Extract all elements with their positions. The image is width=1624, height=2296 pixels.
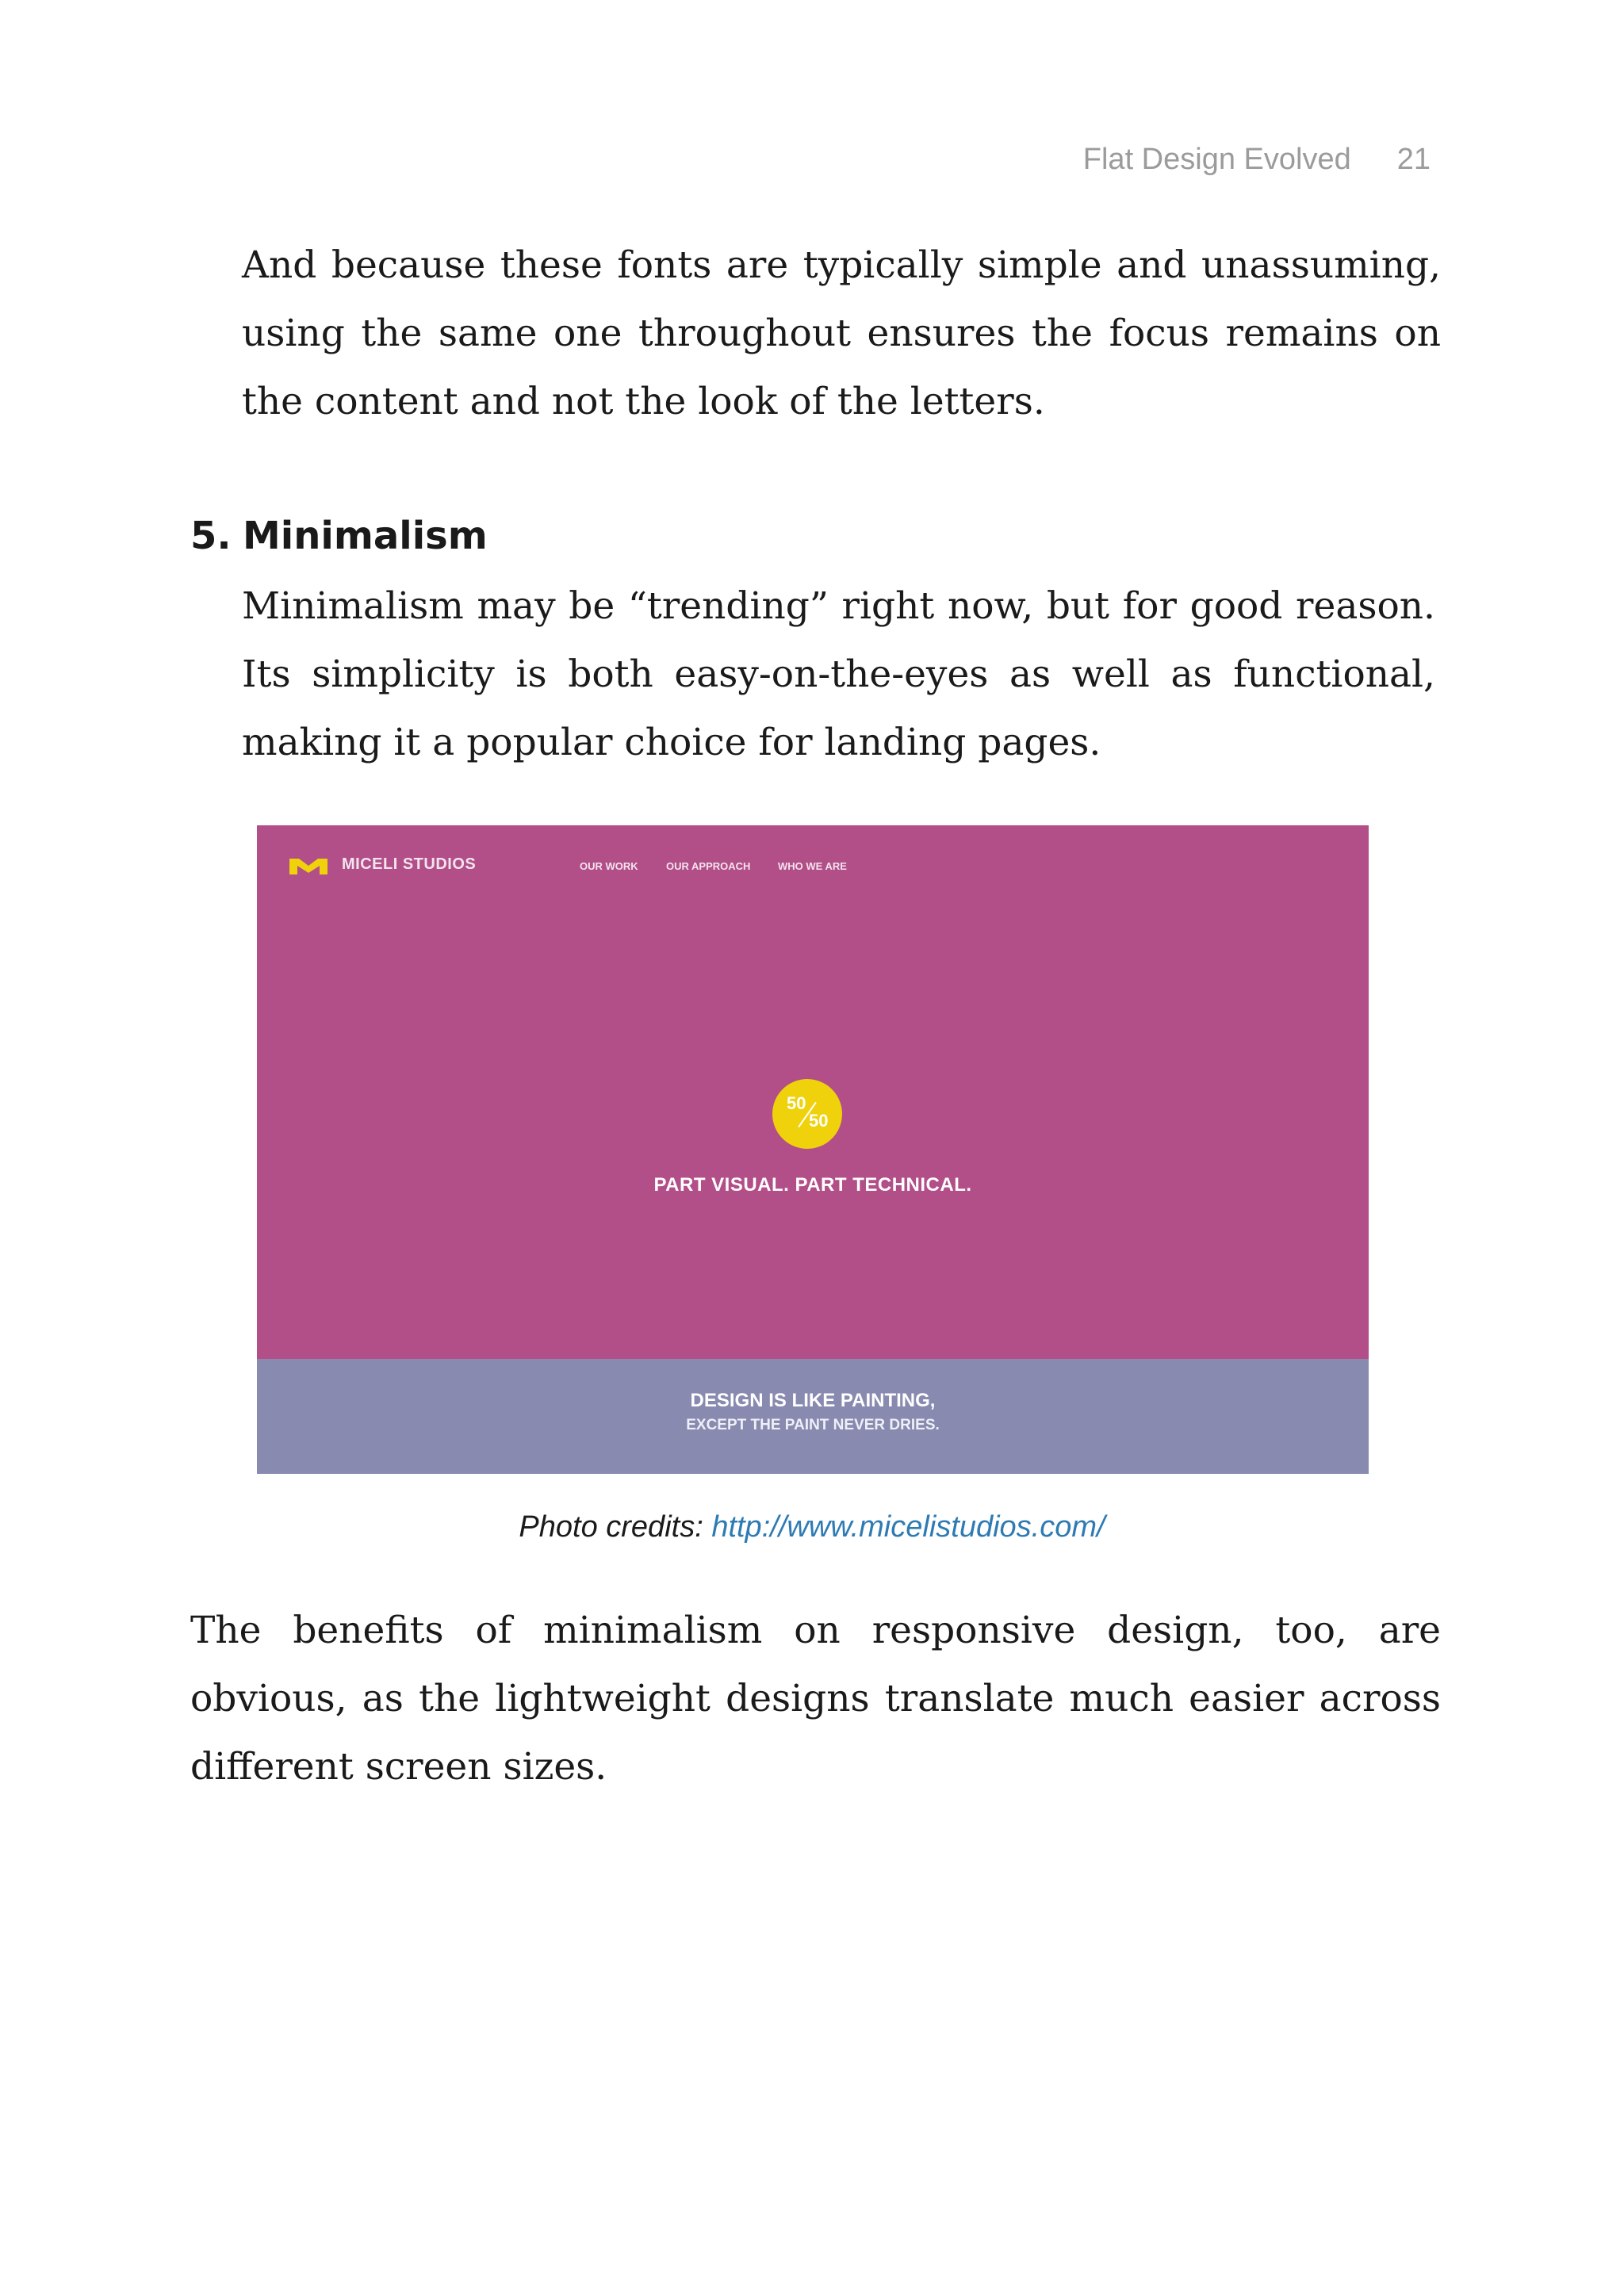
- nav-our-approach: OUR APPROACH: [666, 860, 751, 872]
- badge-top-number: 50: [787, 1093, 806, 1113]
- brand-logo-icon: [289, 859, 327, 874]
- caption-link[interactable]: http://www.micelistudios.com/: [711, 1510, 1105, 1544]
- page-number: 21: [1396, 143, 1431, 176]
- quote-line-1: DESIGN IS LIKE PAINTING,: [690, 1390, 936, 1411]
- fifty-fifty-badge: [772, 1079, 842, 1149]
- nav-our-work: OUR WORK: [580, 860, 638, 872]
- intro-paragraph: And because these fonts are typically simple and unassuming, using the same one throughout ensures the focus remains on the content and not the look of the letters.: [242, 243, 1441, 423]
- book-title: Flat Design Evolved: [1082, 143, 1351, 176]
- minimalism-paragraph: Minimalism may be “trending” right now, but for good reason. Its simplicity is both easy-on-the-eyes as well as functional, making it a popular choice for landing pages.: [242, 584, 1435, 764]
- caption-label: Photo credits:: [519, 1510, 712, 1544]
- website-screenshot-figure: [257, 825, 1369, 1474]
- running-header: [1083, 143, 1431, 177]
- brand-name: MICELI STUDIOS: [342, 855, 477, 873]
- figure-caption: [0, 1510, 1624, 1544]
- hero-section: [257, 825, 1369, 1359]
- quote-line-2: EXCEPT THE PAINT NEVER DRIES.: [686, 1417, 940, 1433]
- nav-who-we-are: WHO WE ARE: [778, 860, 847, 872]
- badge-bottom-number: 50: [809, 1111, 829, 1131]
- hero-tagline: PART VISUAL. PART TECHNICAL.: [653, 1174, 972, 1196]
- closing-paragraph: The benefits of minimalism on responsive design, too, are obvious, as the lightweight designs translate much easier across different screen sizes.: [190, 1609, 1441, 1789]
- section-number: 5.: [190, 514, 232, 558]
- section-heading: [190, 507, 488, 564]
- section-title: Minimalism: [243, 514, 488, 558]
